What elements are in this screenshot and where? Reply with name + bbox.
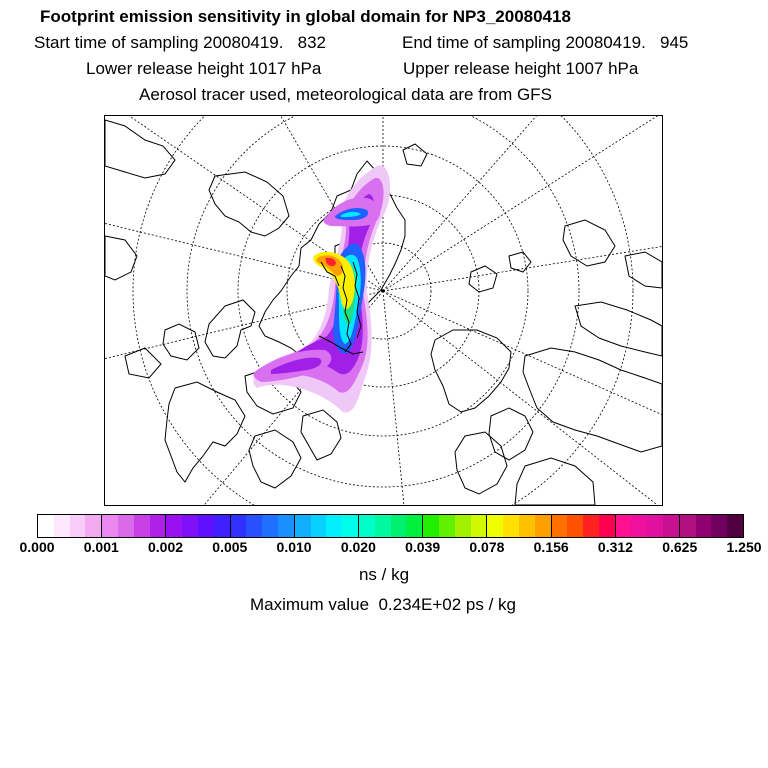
colorbar [37, 514, 744, 538]
end-sampling-time: End time of sampling 20080419. 945 [402, 33, 689, 52]
colorbar-segment [663, 515, 680, 537]
upper-release-height: Upper release height 1007 hPa [403, 59, 639, 78]
map-canvas [105, 116, 662, 505]
tracer-note: Aerosol tracer used, meteorological data are from GFS [139, 85, 552, 104]
colorbar-segment [342, 515, 359, 537]
colorbar-segment [727, 515, 743, 537]
colorbar-tick-label: 0.001 [83, 539, 119, 555]
colorbar-segment [262, 515, 278, 537]
colorbar-tick-label: 0.078 [469, 539, 505, 555]
colorbar-segment [278, 515, 295, 537]
colorbar-segment [182, 515, 198, 537]
colorbar-segment [85, 515, 102, 537]
colorbar-segment [519, 515, 535, 537]
colorbar-tick-label: 1.250 [726, 539, 762, 555]
colorbar-segment [583, 515, 599, 537]
colorbar-segment [680, 515, 696, 537]
colorbar-segment [567, 515, 583, 537]
colorbar-segment [70, 515, 86, 537]
colorbar-units: ns / kg [358, 565, 410, 584]
plot-title: Footprint emission sensitivity in global domain for NP3_20080418 [40, 7, 571, 26]
colorbar-segment [375, 515, 391, 537]
maximum-value: Maximum value 0.234E+02 ps / kg [250, 595, 516, 614]
colorbar-segment [599, 515, 616, 537]
colorbar-tick-label: 0.005 [212, 539, 248, 555]
colorbar-segment [647, 515, 663, 537]
colorbar-segment [552, 515, 568, 537]
colorbar-segment [198, 515, 214, 537]
footprint-plume [253, 165, 390, 412]
colorbar-segment [38, 515, 54, 537]
colorbar-tick-label: 0.010 [276, 539, 312, 555]
colorbar-segment [166, 515, 182, 537]
colorbar-segment [54, 515, 70, 537]
colorbar-segment [391, 515, 407, 537]
colorbar-tick-label: 0.000 [19, 539, 55, 555]
colorbar-segment [246, 515, 262, 537]
colorbar-segment [471, 515, 488, 537]
lower-release-height: Lower release height 1017 hPa [86, 59, 322, 78]
colorbar-segment [711, 515, 727, 537]
polar-map [104, 115, 663, 506]
colorbar-segment [439, 515, 455, 537]
colorbar-tick-label: 0.039 [405, 539, 441, 555]
colorbar-segment [616, 515, 632, 537]
colorbar-segment [535, 515, 552, 537]
colorbar-segment [214, 515, 231, 537]
colorbar-segment [118, 515, 134, 537]
start-sampling-time: Start time of sampling 20080419. 832 [34, 33, 327, 52]
colorbar-segment [406, 515, 423, 537]
colorbar-segment [359, 515, 375, 537]
colorbar-segment [631, 515, 647, 537]
colorbar-segment [102, 515, 118, 537]
colorbar-tick-label: 0.312 [597, 539, 633, 555]
colorbar-segment [423, 515, 439, 537]
colorbar-segment [231, 515, 247, 537]
colorbar-segment [503, 515, 519, 537]
colorbar-tick-label: 0.002 [148, 539, 184, 555]
colorbar-segment [455, 515, 471, 537]
colorbar-segment [487, 515, 503, 537]
colorbar-segment [150, 515, 167, 537]
colorbar-segment [696, 515, 712, 537]
colorbar-segment [326, 515, 342, 537]
colorbar-segment [311, 515, 327, 537]
colorbar-tick-label: 0.625 [662, 539, 698, 555]
colorbar-segment [134, 515, 150, 537]
colorbar-tick-label: 0.156 [533, 539, 569, 555]
colorbar-segment [295, 515, 311, 537]
colorbar-tick-label: 0.020 [340, 539, 376, 555]
